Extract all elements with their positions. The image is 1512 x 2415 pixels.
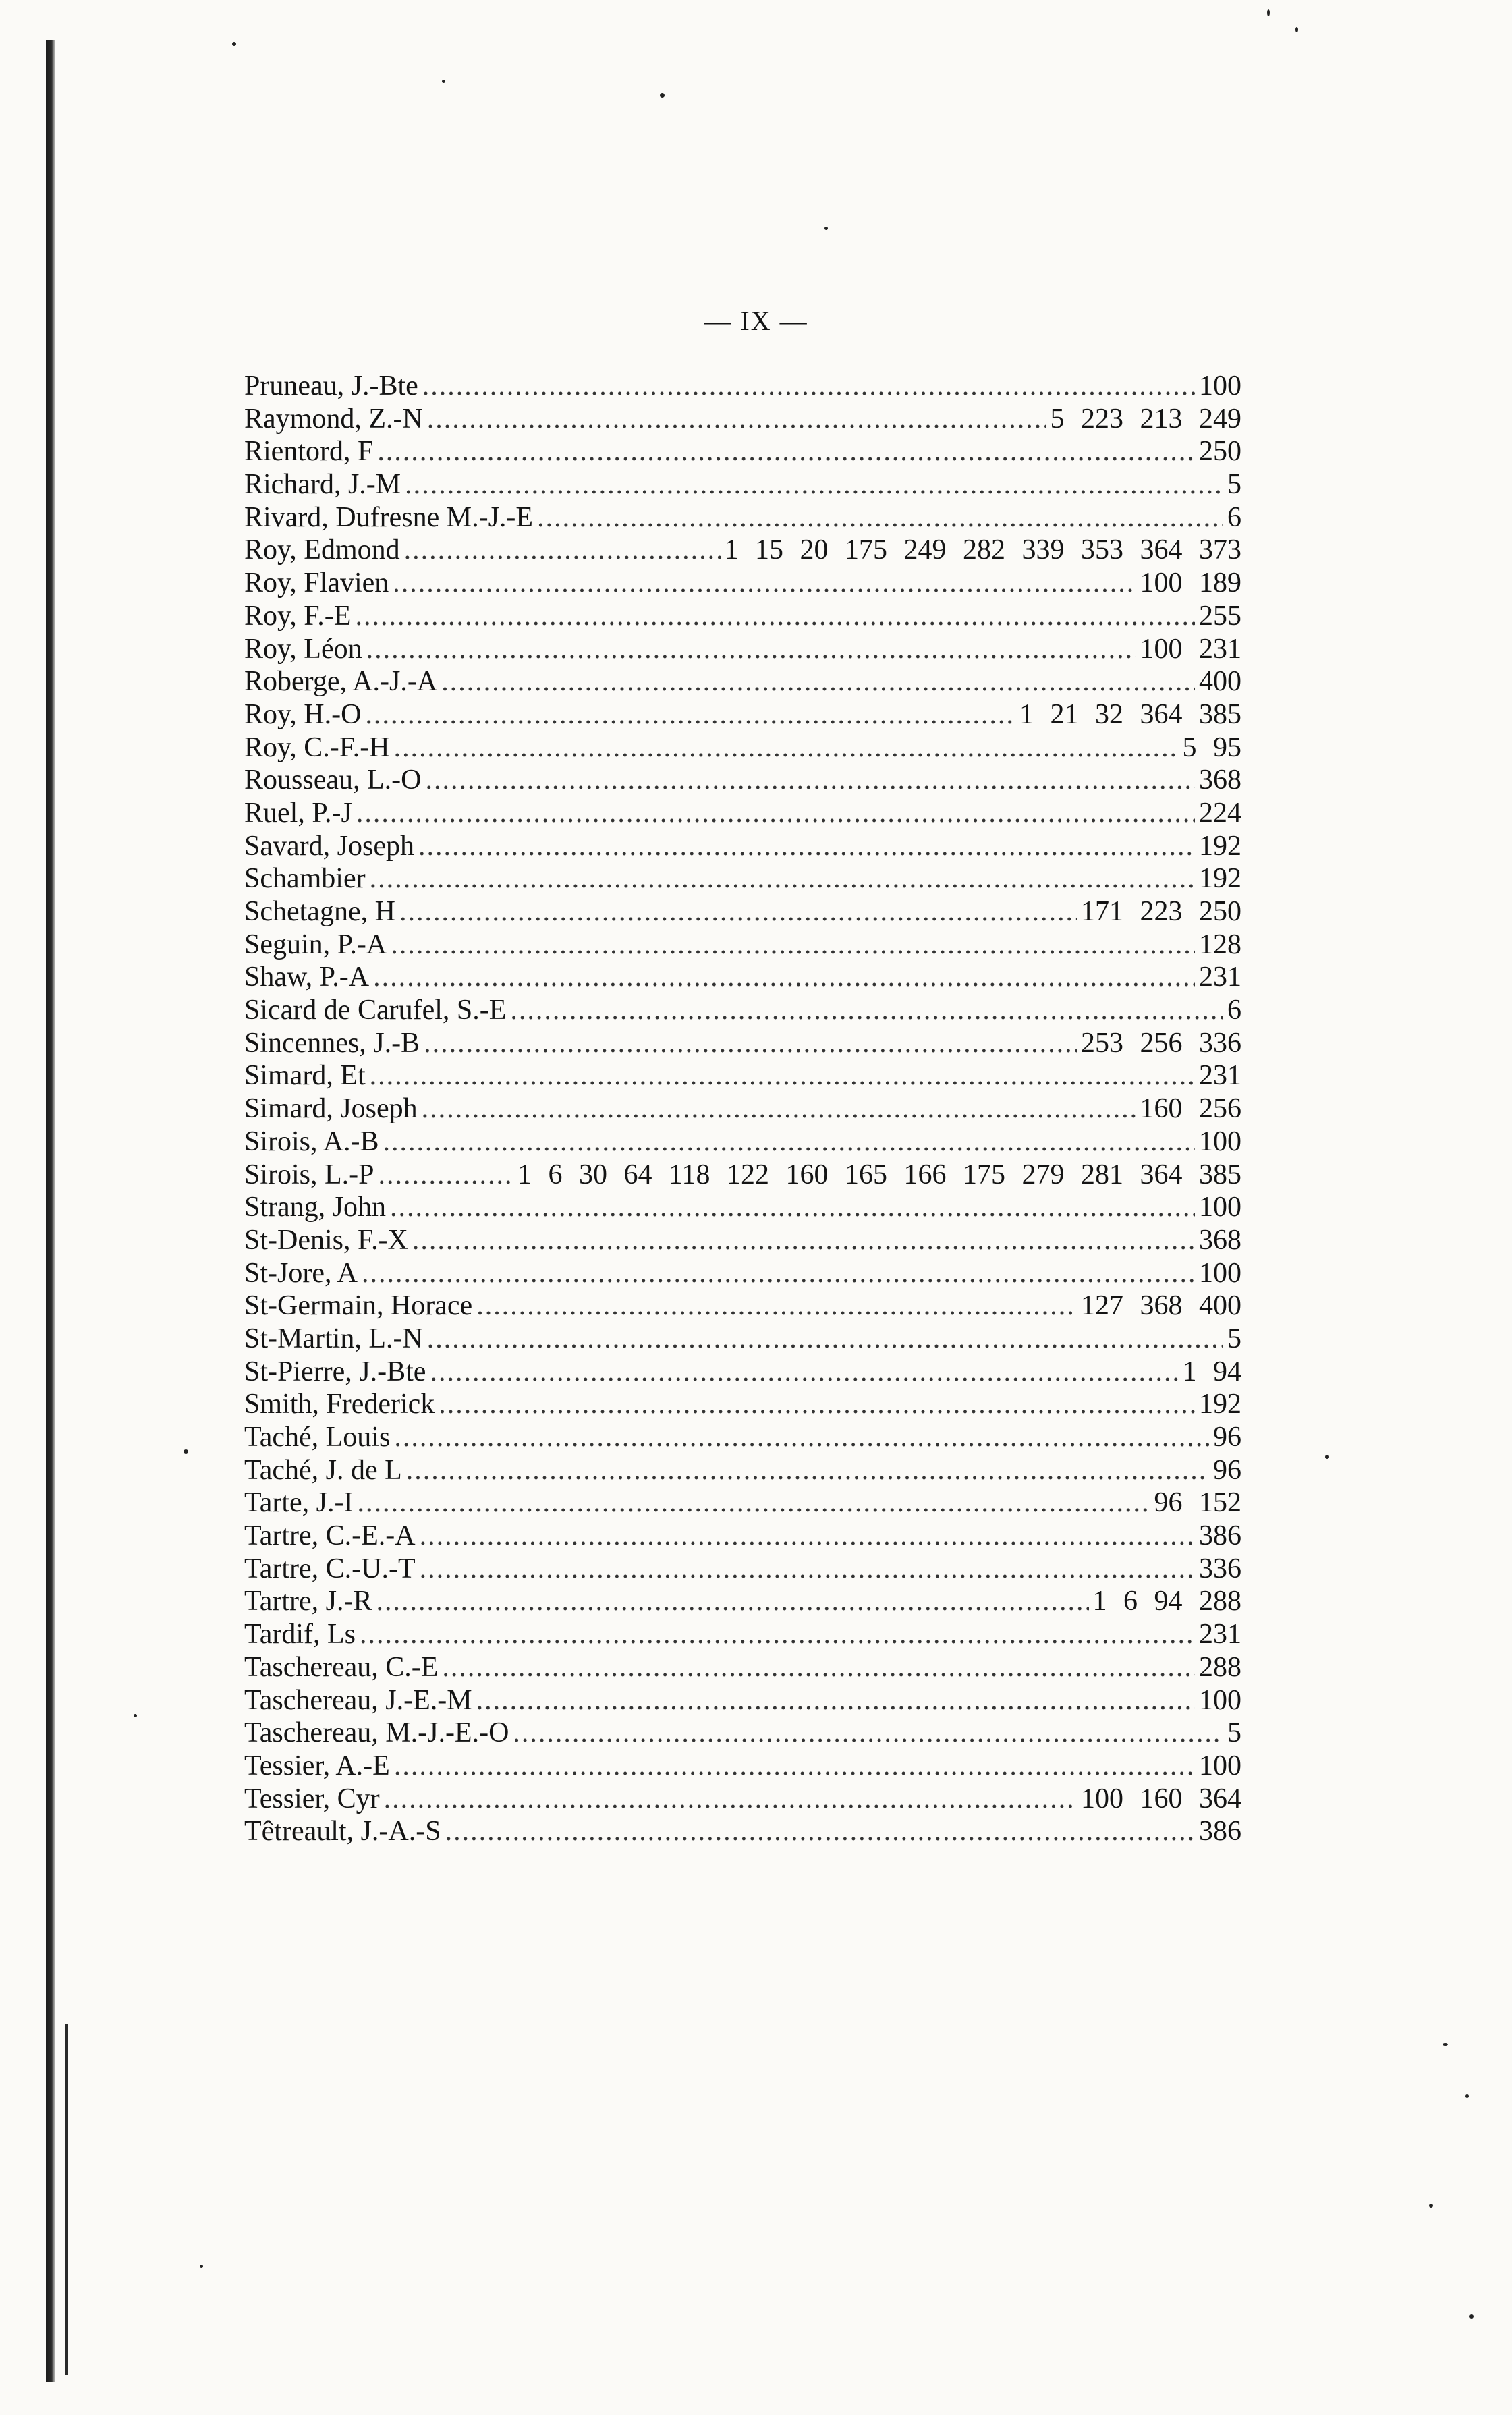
entry-name: Roy, Léon [244,633,362,665]
index-entry [244,1553,1241,1586]
dot-leader [370,862,1195,895]
scan-speck [184,1449,188,1454]
dot-leader [422,370,1195,402]
entry-name: Smith, Frederick [244,1389,435,1420]
entry-page-numbers: 255 [1199,600,1241,632]
index-entry [244,1257,1241,1290]
entry-page-numbers: 100 [1199,370,1241,401]
dot-leader [430,1356,1178,1388]
entry-name: Tartre, C.-E.-A [244,1520,416,1552]
page-binding-edge-lower [65,2024,68,2375]
dot-leader [476,1684,1195,1717]
index-entry [244,633,1241,666]
page-binding-edge [46,40,55,2382]
index-entry [244,1059,1241,1092]
entry-name: Sirois, L.-P [244,1159,374,1190]
entry-page-numbers: 231 [1199,962,1241,993]
index-entry [244,764,1241,797]
entry-page-numbers: 231 [1199,1619,1241,1650]
entry-name: St-Pierre, J.-Bte [244,1356,426,1387]
index-entry [244,1388,1241,1421]
entry-name: St-Martin, L.-N [244,1323,423,1354]
index-entry [244,1092,1241,1126]
index-entry [244,403,1241,436]
dot-leader [422,1092,1136,1125]
entry-name: Taché, Louis [244,1422,391,1453]
entry-name: Roy, Flavien [244,567,389,599]
dot-leader [439,1388,1195,1420]
dot-leader [355,600,1195,632]
entry-name: Sincennes, J.-B [244,1027,420,1059]
dot-leader [365,698,1015,731]
entry-page-numbers: 6 [1227,501,1241,533]
entry-name: Rivard, Dufresne M.-J.-E [244,501,534,533]
entry-name: Schetagne, H [244,896,395,927]
dot-leader [356,797,1195,829]
dot-leader [370,1059,1195,1092]
entry-name: Seguin, P.-A [244,928,387,960]
entry-name: Roy, C.-F.-H [244,731,390,763]
index-entry [244,1224,1241,1257]
entry-page-numbers: 100 [1199,1684,1241,1716]
index-entry [244,1815,1241,1848]
index-entry [244,435,1241,468]
entry-name: Tardif, Ls [244,1619,356,1650]
entry-page-numbers: 1 6 94 288 [1092,1586,1241,1617]
index-entry [244,1454,1241,1487]
dot-leader [476,1289,1077,1322]
entry-name: Simard, Et [244,1060,366,1092]
scan-speck [1295,27,1298,32]
dot-leader [442,1651,1195,1684]
entry-page-numbers: 192 [1199,1389,1241,1420]
entry-name: Taschereau, C.-E [244,1651,439,1683]
dot-leader [427,403,1046,435]
entry-name: Tartre, J.-R [244,1586,372,1617]
index-entry [244,1487,1241,1520]
dot-leader [394,731,1179,764]
index-entry [244,567,1241,600]
index-entry [244,1520,1241,1553]
index-entry [244,1159,1241,1192]
entry-page-numbers: 1 6 30 64 118 122 160 165 166 175 279 281 364 385 [517,1159,1241,1190]
scan-speck [1469,2314,1474,2319]
dot-leader [412,1224,1195,1256]
entry-page-numbers: 160 256 [1140,1093,1241,1125]
dot-leader [394,1750,1195,1782]
entry-name: Têtreault, J.-A.-S [244,1816,441,1848]
dot-leader [420,1520,1195,1552]
entry-page-numbers: 5 [1227,1717,1241,1749]
entry-page-numbers: 100 160 364 [1081,1783,1241,1814]
dot-leader [376,1585,1089,1617]
dot-leader [445,1815,1195,1848]
entry-page-numbers: 192 [1199,863,1241,895]
index-entry [244,698,1241,731]
dot-leader [405,468,1223,501]
entry-name: Roy, F.-E [244,600,352,632]
entry-page-numbers: 5 223 213 249 [1050,403,1241,435]
entry-name: Schambier [244,863,366,895]
dot-leader [441,665,1195,698]
index-entry [244,1750,1241,1783]
entry-page-numbers: 100 [1199,1126,1241,1157]
entry-name: Roy, Edmond [244,534,400,566]
entry-page-numbers: 171 223 250 [1081,896,1241,927]
entry-page-numbers: 231 [1199,1060,1241,1092]
entry-name: Savard, Joseph [244,830,414,862]
scan-speck [1325,1455,1329,1459]
index-entry [244,468,1241,501]
entry-page-numbers: 96 152 [1154,1487,1241,1519]
index-entry [244,1783,1241,1816]
entry-page-numbers: 96 [1213,1454,1241,1486]
entry-name: Sicard de Carufel, S.-E [244,995,507,1026]
index-entry [244,600,1241,633]
index-entry [244,1027,1241,1060]
dot-leader [418,830,1195,862]
entry-name: Raymond, Z.-N [244,403,423,435]
index-entry [244,1421,1241,1454]
dot-leader [424,1027,1077,1059]
index-entry [244,501,1241,534]
dot-leader [377,435,1195,468]
entry-name: Shaw, P.-A [244,962,370,993]
index-entry [244,862,1241,895]
entry-name: Pruneau, J.-Bte [244,370,418,401]
dot-leader [391,928,1195,961]
entry-name: Ruel, P.-J [244,797,352,829]
entry-page-numbers: 1 94 [1182,1356,1241,1387]
entry-name: Tartre, C.-U.-T [244,1553,416,1584]
dot-leader [420,1553,1195,1585]
scan-speck [1465,2094,1469,2098]
entry-page-numbers: 5 [1227,1323,1241,1354]
entry-page-numbers: 386 [1199,1816,1241,1848]
entry-name: Taché, J. de L [244,1454,402,1486]
scan-speck [134,1714,137,1717]
entry-name: Taschereau, J.-E.-M [244,1684,472,1716]
entry-page-numbers: 250 [1199,436,1241,468]
index-entry [244,1191,1241,1224]
entry-name: Tessier, A.-E [244,1750,390,1781]
dot-leader [510,994,1223,1026]
entry-name: Simard, Joseph [244,1093,418,1125]
index-entry [244,1717,1241,1750]
index-entry [244,665,1241,698]
entry-page-numbers: 100 231 [1140,633,1241,665]
scan-speck [660,93,665,98]
dot-leader [404,534,721,566]
dot-leader [366,633,1136,665]
dot-leader [390,1191,1195,1223]
dot-leader [399,895,1077,928]
scan-speck [1429,2204,1433,2208]
entry-name: Strang, John [244,1192,386,1223]
index-entry [244,731,1241,765]
dot-leader [373,961,1195,993]
dot-leader [513,1717,1223,1749]
entry-page-numbers: 5 [1227,469,1241,501]
index-entry [244,1684,1241,1717]
entry-page-numbers: 100 189 [1140,567,1241,599]
index-entry [244,797,1241,830]
dot-leader [383,1126,1195,1158]
entry-page-numbers: 100 [1199,1750,1241,1781]
page-number: — IX — [704,306,808,336]
entry-name: Sirois, A.-B [244,1126,379,1157]
entry-name: St-Germain, Horace [244,1290,473,1322]
index-entry [244,830,1241,863]
dot-leader [357,1487,1150,1519]
index-entry [244,1651,1241,1684]
entry-page-numbers: 336 [1199,1553,1241,1584]
entry-name: Tessier, Cyr [244,1783,380,1814]
scan-speck [824,227,828,230]
index-entry [244,1618,1241,1651]
entry-page-numbers: 368 [1199,1224,1241,1256]
dot-leader [384,1783,1077,1815]
index-entry [244,534,1241,567]
entry-page-numbers: 1 15 20 175 249 282 339 353 364 373 [724,534,1241,566]
dot-leader [393,567,1136,599]
index-entry [244,370,1241,403]
index-entry [244,1289,1241,1323]
dot-leader [425,764,1195,796]
entry-name: St-Denis, F.-X [244,1224,408,1256]
index-entry [244,928,1241,962]
scan-speck [1267,9,1270,16]
entry-page-numbers: 100 [1199,1257,1241,1289]
scan-speck [232,42,236,46]
entry-page-numbers: 400 [1199,666,1241,698]
entry-page-numbers: 288 [1199,1651,1241,1683]
entry-page-numbers: 96 [1213,1422,1241,1453]
dot-leader [394,1421,1209,1453]
index-entry [244,895,1241,928]
dot-leader [406,1454,1209,1487]
entry-page-numbers: 1 21 32 364 385 [1019,698,1241,730]
dot-leader [379,1159,514,1191]
index-entry [244,1585,1241,1618]
dot-leader [427,1323,1223,1355]
entry-page-numbers: 128 [1199,928,1241,960]
entry-page-numbers: 127 368 400 [1081,1290,1241,1322]
index-entry [244,1126,1241,1159]
entry-name: St-Jore, A [244,1257,358,1289]
entry-page-numbers: 224 [1199,797,1241,829]
scan-speck [442,80,445,83]
dot-leader [362,1257,1195,1289]
index-entry [244,1356,1241,1389]
name-index-list [244,370,1241,1848]
entry-page-numbers: 386 [1199,1520,1241,1552]
index-entry [244,961,1241,994]
entry-name: Roberge, A.-J.-A [244,666,438,698]
entry-name: Tarte, J.-I [244,1487,354,1519]
dot-leader [360,1618,1195,1650]
entry-name: Rientord, F [244,436,374,468]
index-entry [244,994,1241,1027]
entry-page-numbers: 100 [1199,1192,1241,1223]
entry-name: Taschereau, M.-J.-E.-O [244,1717,509,1749]
scan-speck [1443,2043,1448,2046]
entry-page-numbers: 253 256 336 [1081,1027,1241,1059]
scan-speck [200,2265,203,2268]
index-entry [244,1323,1241,1356]
entry-name: Richard, J.-M [244,469,401,501]
entry-page-numbers: 5 95 [1182,731,1241,763]
entry-name: Rousseau, L.-O [244,765,422,796]
entry-page-numbers: 6 [1227,995,1241,1026]
entry-page-numbers: 192 [1199,830,1241,862]
entry-page-numbers: 368 [1199,765,1241,796]
entry-name: Roy, H.-O [244,698,362,730]
dot-leader [537,501,1223,534]
